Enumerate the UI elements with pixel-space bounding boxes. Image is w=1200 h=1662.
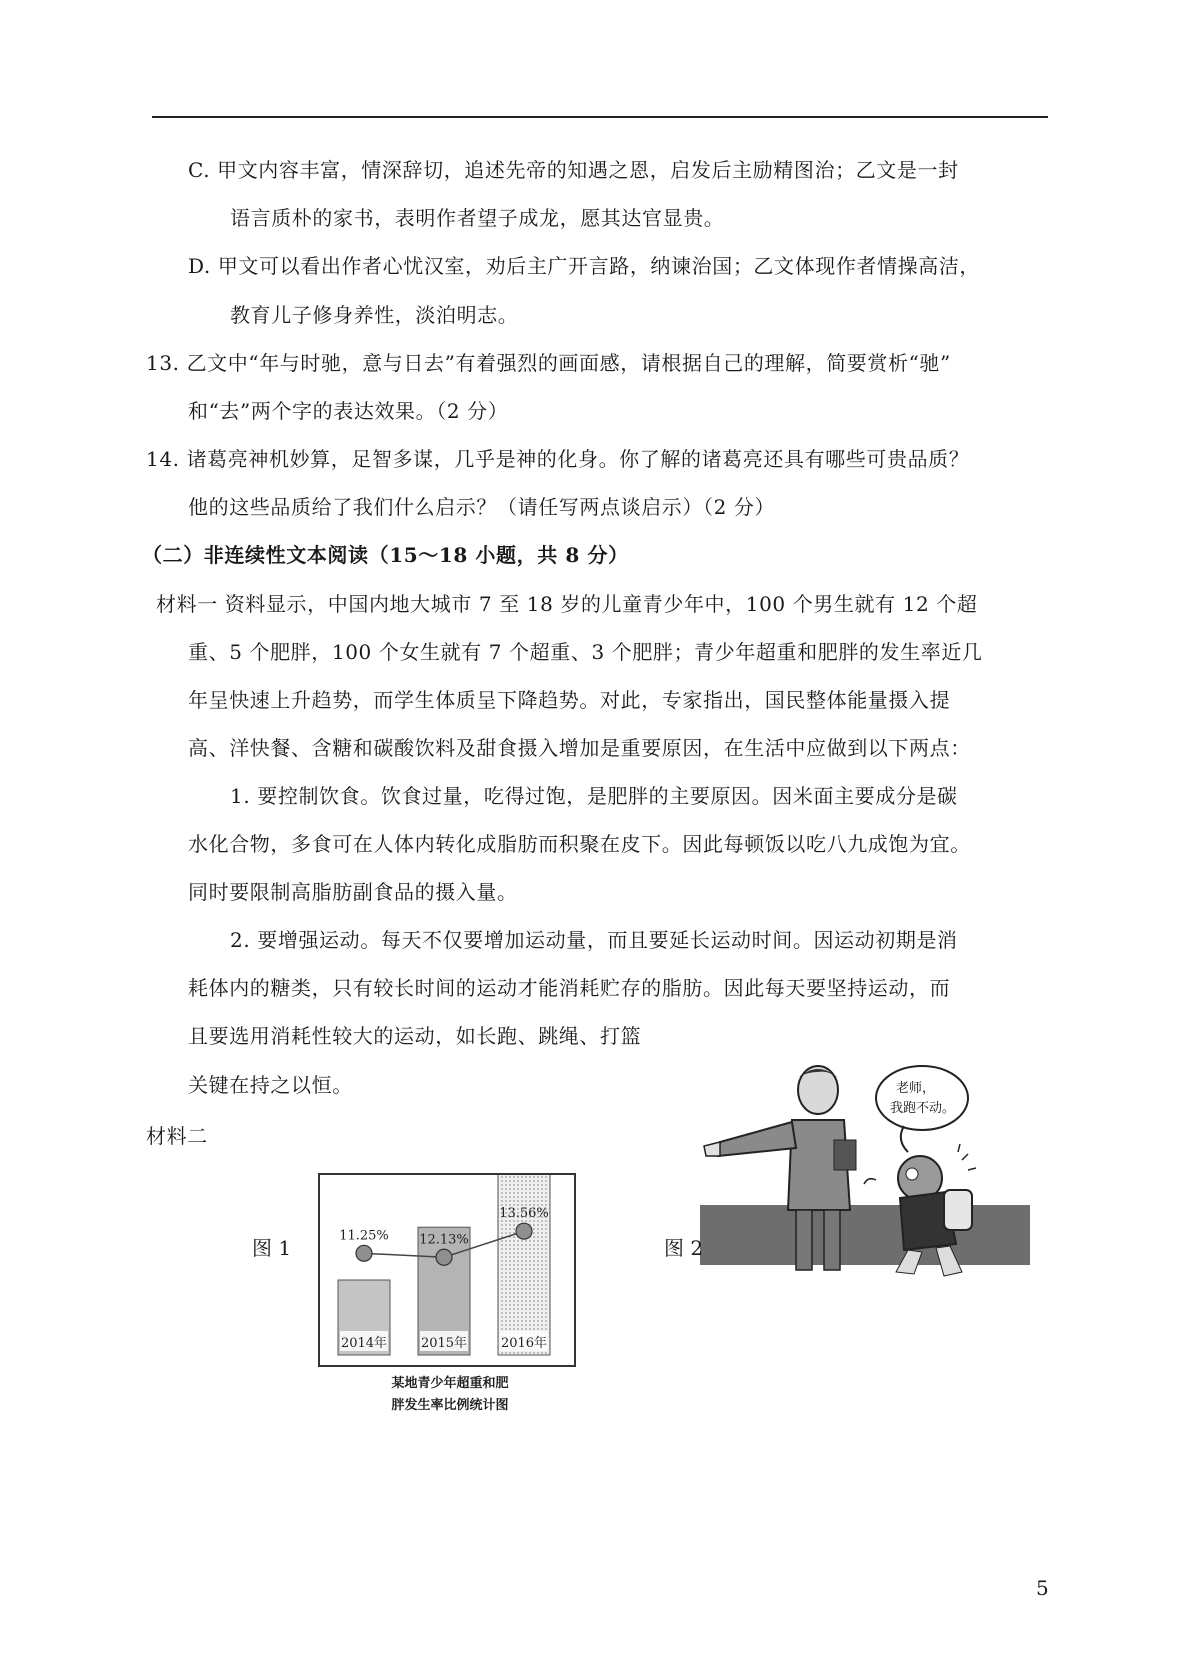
- figure-2-label: 图 2: [664, 1236, 704, 1260]
- bar-2016年: [498, 1175, 550, 1355]
- data-point: [436, 1249, 452, 1265]
- option-d-line-1: D. 甲文可以看出作者心忧汉室，劝后主广开言路，纳谏治国；乙文体现作者情操高洁，: [188, 254, 981, 278]
- category-label: 2016年: [500, 1336, 548, 1351]
- bar-chart: [320, 1175, 574, 1365]
- question-13-line-2: 和“去”两个字的表达效果。（2 分）: [188, 399, 509, 423]
- speech-line-2: 我跑不动。: [890, 1101, 956, 1116]
- bar-chart-frame: [318, 1173, 576, 1367]
- category-label: 2014年: [340, 1336, 388, 1351]
- material-1-line-3: 年呈快速上升趋势，而学生体质呈下降趋势。对此，专家指出，国民整体能量摄入提: [188, 688, 951, 712]
- point-1-line-3: 同时要限制高脂肪副食品的摄入量。: [188, 880, 518, 904]
- point-2-line-1: 2. 要增强运动。每天不仅要增加运动量，而且要延长运动时间。因运动初期是消: [230, 928, 958, 952]
- material-1-line-2: 重、5 个肥胖，100 个女生就有 7 个超重、3 个肥胖；青少年超重和肥胖的发生率近几: [188, 640, 983, 664]
- point-1-line-1: 1. 要控制饮食。饮食过量，吃得过饱，是肥胖的主要原因。因米面主要成分是碳: [230, 784, 958, 808]
- material-2-label: 材料二: [146, 1124, 208, 1148]
- data-point: [356, 1245, 372, 1261]
- option-c-line-2: 语言质朴的家书，表明作者望子成龙，愿其达官显贵。: [230, 206, 725, 230]
- material-1-line-1: 材料一 资料显示，中国内地大城市 7 至 18 岁的儿童青少年中，100 个男生就有 12 个超: [156, 592, 978, 616]
- section-heading: （二）非连续性文本阅读（15～18 小题，共 8 分）: [142, 543, 629, 567]
- category-label: 2015年: [420, 1336, 468, 1351]
- point-2-line-4: 关键在持之以恒。: [188, 1073, 353, 1097]
- value-label: 12.13%: [419, 1232, 469, 1248]
- cartoon-teacher-student: [700, 1060, 1030, 1320]
- data-point: [516, 1223, 532, 1239]
- value-label: 13.56%: [499, 1206, 549, 1222]
- material-1-line-4: 高、洋快餐、含糖和碳酸饮料及甜食摄入增加是重要原因，在生活中应做到以下两点：: [188, 736, 971, 760]
- question-13-line-1: 13. 乙文中“年与时驰，意与日去”有着强烈的画面感，请根据自己的理解，简要赏析“驰”: [146, 351, 951, 375]
- value-label: 11.25%: [339, 1228, 389, 1244]
- point-1-line-2: 水化合物，多食可在人体内转化成脂肪而积聚在皮下。因此每顿饭以吃八九成饱为宜。: [188, 832, 971, 856]
- header-rule: [152, 116, 1048, 118]
- figure-1-label: 图 1: [252, 1236, 292, 1260]
- chart-caption-line-1: 某地青少年超重和肥: [391, 1376, 509, 1391]
- point-2-line-2: 耗体内的糖类，只有较长时间的运动才能消耗贮存的脂肪。因此每天要坚持运动，而: [188, 976, 951, 1000]
- speech-line-1: 老师，: [896, 1081, 936, 1096]
- option-c-line-1: C. 甲文内容丰富，情深辞切，追述先帝的知遇之恩，启发后主励精图治；乙文是一封: [188, 158, 959, 182]
- point-2-line-3: 且要选用消耗性较大的运动，如长跑、跳绳、打篮: [188, 1024, 642, 1048]
- question-14-line-2: 他的这些品质给了我们什么启示？（请任写两点谈启示）（2 分）: [188, 495, 776, 519]
- page-number: 5: [1036, 1576, 1049, 1600]
- chart-caption-line-2: 胖发生率比例统计图: [391, 1398, 509, 1413]
- question-14-line-1: 14. 诸葛亮神机妙算，足智多谋，几乎是神的化身。你了解的诸葛亮还具有哪些可贵品质？: [146, 447, 970, 471]
- option-d-line-2: 教育儿子修身养性，淡泊明志。: [230, 303, 519, 327]
